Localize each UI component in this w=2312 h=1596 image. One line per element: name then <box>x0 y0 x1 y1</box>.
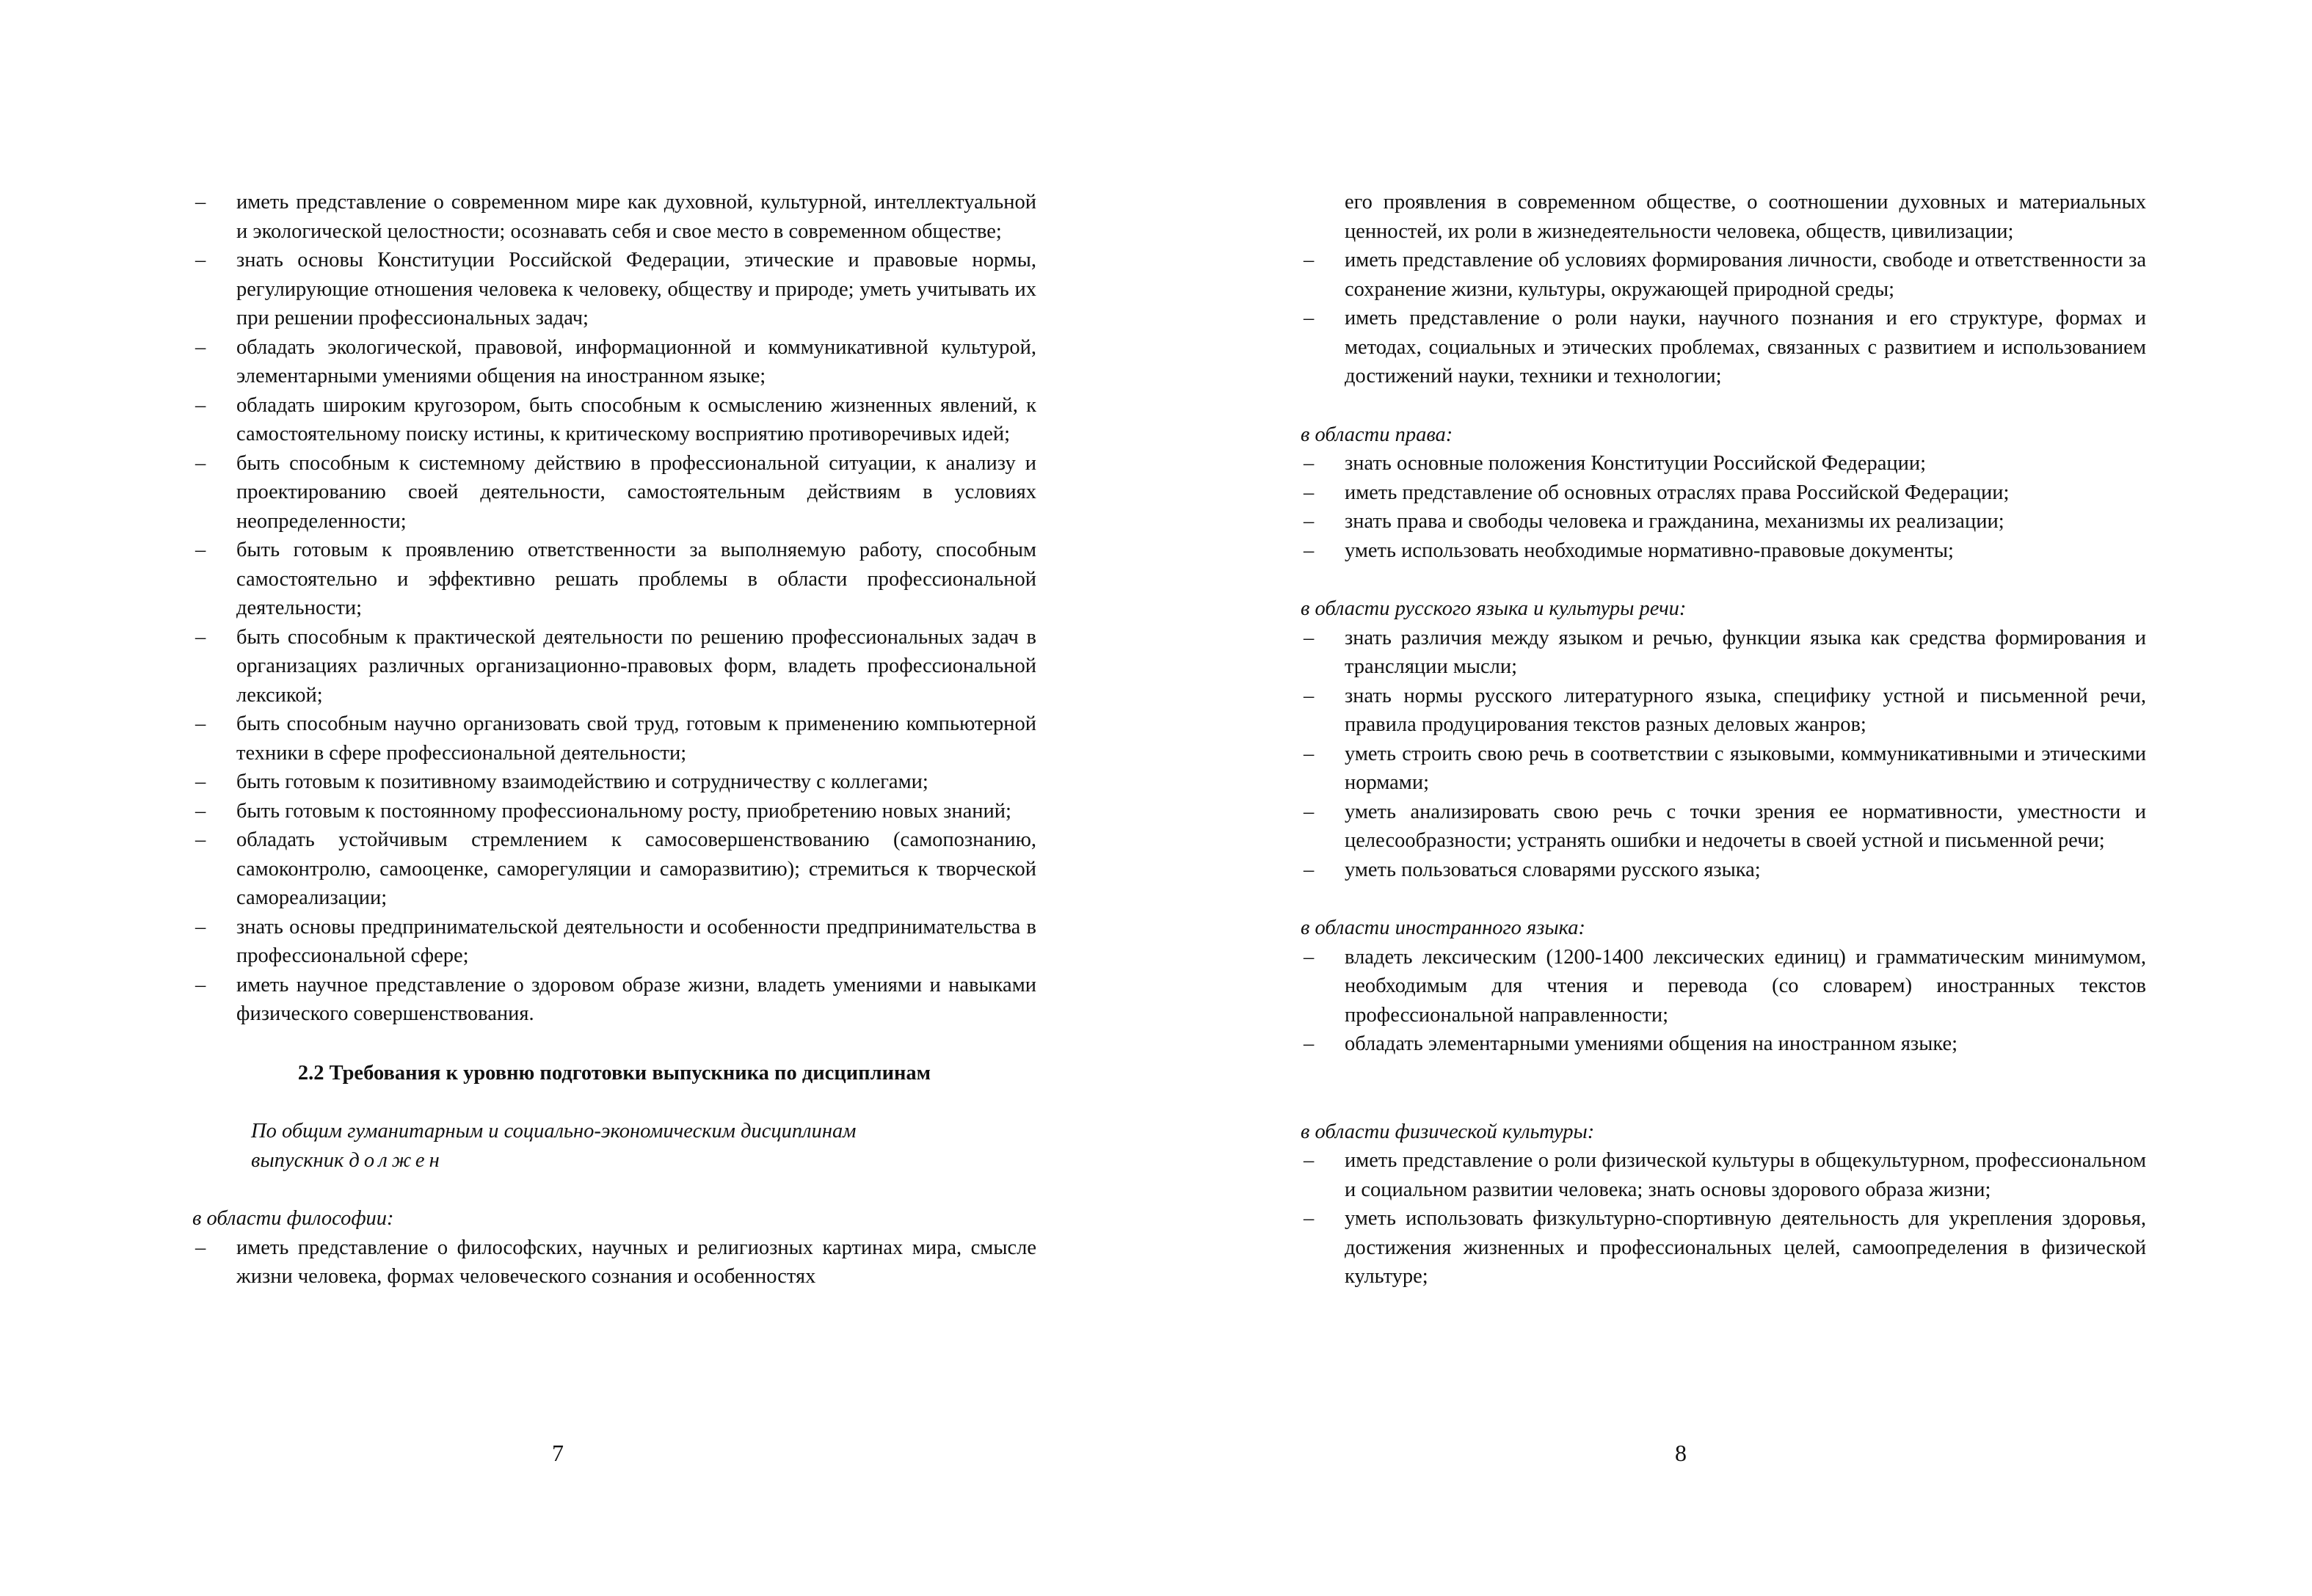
list-item: – быть готовым к постоянному профессиональному росту, приобретению новых знаний; <box>192 797 1036 826</box>
list-item: – обладать устойчивым стремлением к самосовершенствованию (самопознанию, самоконтролю, самооценке, саморегуляции и саморазвитию); стремиться к творческой самореализации; <box>192 826 1036 913</box>
list-item: – иметь представление о современном мире как духовной, культурной, интеллектуальной и экологической целостности; осознавать себя и свое место в современном обществе; <box>192 188 1036 246</box>
physical-education-list <box>1301 1146 2146 1291</box>
list-item: – иметь представление об основных отраслях права Российской Федерации; <box>1301 478 2146 508</box>
intro-text <box>192 1117 1036 1175</box>
page-number: 7 <box>552 1440 564 1466</box>
list-item: – иметь представление о роли науки, научного познания и его структуре, формах и методах, социальных и этических проблемах, связанных с развитием и использованием достижений науки, техники и технологии; <box>1301 304 2146 391</box>
list-item: – иметь представление о роли физической культуры в общекультурном, профессиональном и социальном развитии человека; знать основы здорового образа жизни; <box>1301 1146 2146 1204</box>
list-item: – быть способным научно организовать свой труд, готовым к применению компьютерной техники в сфере профессиональной деятельности; <box>192 710 1036 768</box>
list-item: – иметь представление о философских, научных и религиозных картинах мира, смысле жизни человека, формах человеческого сознания и особенностях <box>192 1234 1036 1291</box>
law-list <box>1301 449 2146 565</box>
section-label-foreign: в области иностранного языка: <box>1301 917 1586 939</box>
list-item: – быть готовым к проявлению ответственности за выполняемую работу, способным самостоятельно и эффективно решать проблемы в области профессиональной деятельности; <box>192 536 1036 623</box>
foreign-list <box>1301 943 2146 1059</box>
list-item: – знать различия между языком и речью, функции языка как средства формирования и трансляции мысли; <box>1301 624 2146 682</box>
list-item: – владеть лексическим (1200-1400 лексических единиц) и грамматическим минимумом, необходимым для чтения и перевода (со словарем) иностранных текстов профессиональной направленности; <box>1301 943 2146 1030</box>
list-item: – быть способным к системному действию в профессиональной ситуации, к анализу и проектированию своей деятельности, самостоятельным действиям в условиях неопределенности; <box>192 449 1036 536</box>
intro-prefix: выпускник <box>251 1148 349 1172</box>
list-item: – уметь пользоваться словарями русского языка; <box>1301 856 2146 885</box>
intro-line: По общим гуманитарным и социально-экономическим дисциплинам <box>251 1120 857 1143</box>
list-item: – быть готовым к позитивному взаимодействию и сотрудничеству с коллегами; <box>192 768 1036 797</box>
list-item: – обладать широким кругозором, быть способным к осмыслению жизненных явлений, к самостоятельному поиску истины, к критическому восприятию противоречивых идей; <box>192 391 1036 449</box>
list-item: – уметь использовать физкультурно-спортивную деятельность для укрепления здоровья, достижения жизненных и профессиональных целей, самоопределения в физической культуре; <box>1301 1204 2146 1291</box>
intro-line <box>251 1146 1036 1176</box>
list-item: – иметь представление об условиях формирования личности, свободе и ответственности за сохранение жизни, культуры, окружающей природной среды; <box>1301 246 2146 304</box>
section-label-philosophy: в области философии: <box>192 1207 394 1230</box>
section-label-law: в области права: <box>1301 423 1453 446</box>
section-label-russian: в области русского языка и культуры речи: <box>1301 597 1687 620</box>
list-item: – уметь анализировать свою речь с точки зрения ее нормативности, уместности и целесообразности; устранять ошибки и недочеты в своей устной и письменной речи; <box>1301 798 2146 856</box>
list-item: – обладать экологической, правовой, информационной и коммуникативной культурой, элементарными умениями общения на иностранном языке; <box>192 333 1036 391</box>
philosophy-list-continued <box>1301 246 2146 391</box>
list-item: – знать нормы русского литературного языка, специфику устной и письменной речи, правила продуцирования текстов разных деловых жанров; <box>1301 682 2146 740</box>
list-item: – уметь использовать необходимые нормативно-правовые документы; <box>1301 536 2146 566</box>
continued-text: его проявления в современном обществе, о соотношении духовных и материальных ценностей, их роли в жизнедеятельности человека, обществ, цивилизации; <box>1345 191 2146 243</box>
list-item: – знать основы предпринимательской деятельности и особенности предпринимательства в профессиональной сфере; <box>192 913 1036 971</box>
philosophy-list <box>192 1234 1036 1291</box>
intro-emphasis: должен <box>349 1148 444 1172</box>
list-item: – знать права и свободы человека и гражданина, механизмы их реализации; <box>1301 507 2146 536</box>
requirements-list <box>192 188 1036 1029</box>
page-number: 8 <box>1675 1440 1687 1466</box>
list-item: – иметь научное представление о здоровом образе жизни, владеть умениями и навыками физического совершенствования. <box>192 971 1036 1029</box>
section-label-physical-education: в области физической культуры: <box>1301 1120 1595 1143</box>
list-item: – знать основы Конституции Российской Федерации, этические и правовые нормы, регулирующие отношения человека к человеку, обществу и природе; уметь учитывать их при решении профессиональных задач; <box>192 246 1036 333</box>
list-item: – уметь строить свою речь в соответствии с языковыми, коммуникативными и этическими нормами; <box>1301 740 2146 798</box>
section-heading: 2.2 Требования к уровню подготовки выпускника по дисциплинам <box>297 1061 931 1085</box>
left-page <box>192 188 1036 1291</box>
russian-list <box>1301 624 2146 885</box>
list-item: – знать основные положения Конституции Российской Федерации; <box>1301 449 2146 478</box>
right-page <box>1301 188 2146 1291</box>
list-item: – быть способным к практической деятельности по решению профессиональных задач в организациях различных организационно-правовых форм, владеть профессиональной лексикой; <box>192 623 1036 710</box>
list-item: – обладать элементарными умениями общения на иностранном языке; <box>1301 1030 2146 1059</box>
